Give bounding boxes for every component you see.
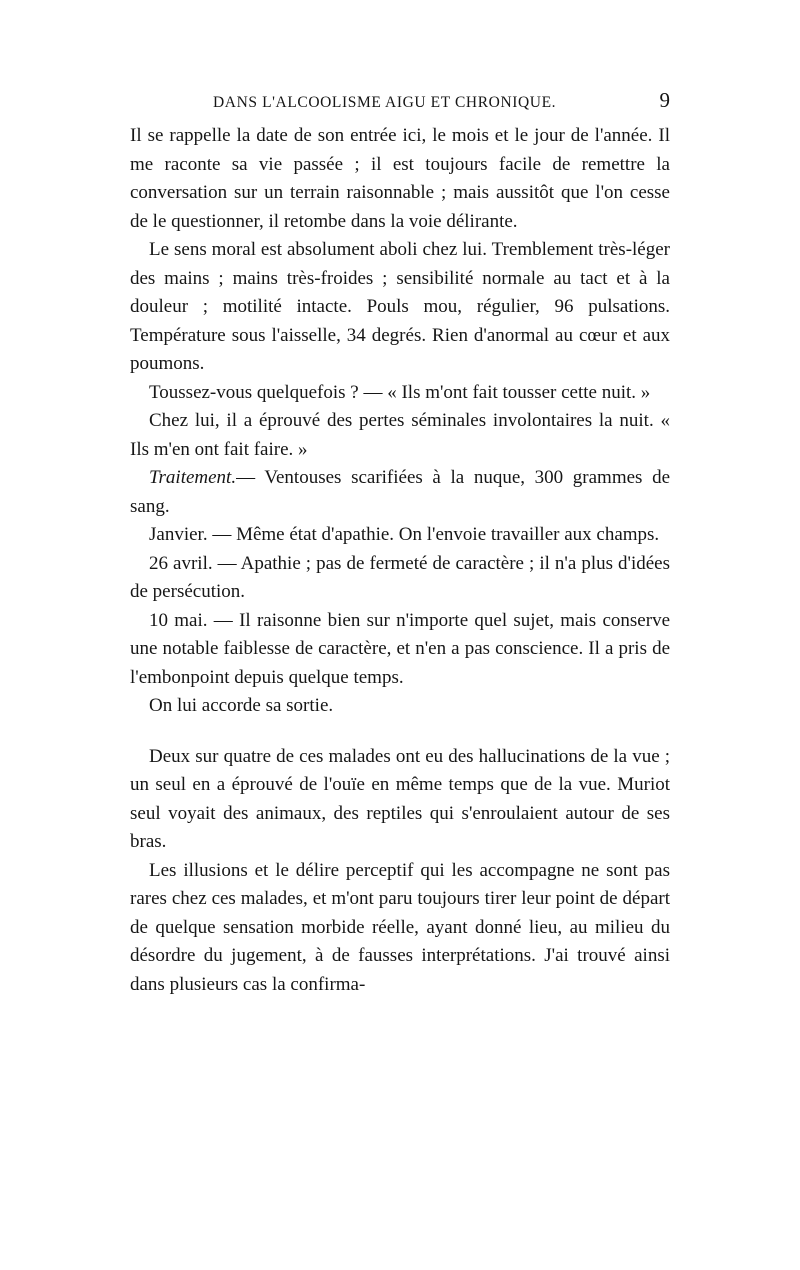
paragraph: 26 avril. — Apathie ; pas de fermeté de caractère ; il n'a plus d'idées de persécution. <box>130 552 670 602</box>
treatment-label: Traitement. <box>149 467 237 488</box>
page-header <box>130 88 670 122</box>
page-number: 9 <box>659 88 670 112</box>
paragraph: Toussez-vous quelquefois ? — « Ils m'ont fait tousser cette nuit. » <box>149 381 651 403</box>
paragraph: Il se rappelle la date de son entrée ici, le mois et le jour de l'année. Il me raconte sa vie passée ; il est toujours facile de remettre la conversation sur un terrain raisonnable ; mais aussitôt que l'on cesse de le questionner, il retombe dans la voie délirante. <box>130 125 670 232</box>
paragraph: On lui accorde sa sortie. <box>149 695 334 716</box>
paragraph: Les illusions et le délire perceptif qui les accompagne ne sont pas rares chez ces malades, et m'ont paru toujours tirer leur point de départ de quelque sensation morbide réelle, ayant donné lieu, au milieu du désordre du jugement, à de fausses interprétations. J'ai trouvé ainsi dans plusieurs cas la confirma- <box>130 859 670 995</box>
treatment-text: — Ventouses scarifiées à la nuque, 300 grammes de sang. <box>130 467 670 517</box>
treatment-paragraph <box>130 464 670 521</box>
paragraph: 10 mai. — Il raisonne bien sur n'importe quel sujet, mais conserve une notable faiblesse de caractère, et n'en a pas conscience. Il a pris de l'embonpoint depuis quelque temps. <box>130 609 670 688</box>
paragraph: Le sens moral est absolument aboli chez lui. Tremblement très-léger des mains ; mains très-froides ; sensibilité normale au tact et à la douleur ; motilité intacte. Pouls mou, régulier, 96 pulsations. Température sous l'aisselle, 34 degrés. Rien d'anormal au cœur et aux poumons. <box>130 239 670 374</box>
paragraph: Janvier. — Même état d'apathie. On l'envoie travailler aux champs. <box>149 524 660 545</box>
body-text <box>130 122 670 999</box>
section-gap <box>130 721 670 743</box>
paragraph: Deux sur quatre de ces malades ont eu des hallucinations de la vue ; un seul en a éprouvé de l'ouïe en même temps que de la vue. Muriot seul voyait des animaux, des reptiles qui s'enroulaient autour de ses bras. <box>130 745 670 852</box>
paragraph: Chez lui, il a éprouvé des pertes séminales involontaires la nuit. « Ils m'en ont fait faire. » <box>130 410 670 460</box>
running-title: DANS L'ALCOOLISME AIGU ET CHRONIQUE. <box>213 94 557 111</box>
